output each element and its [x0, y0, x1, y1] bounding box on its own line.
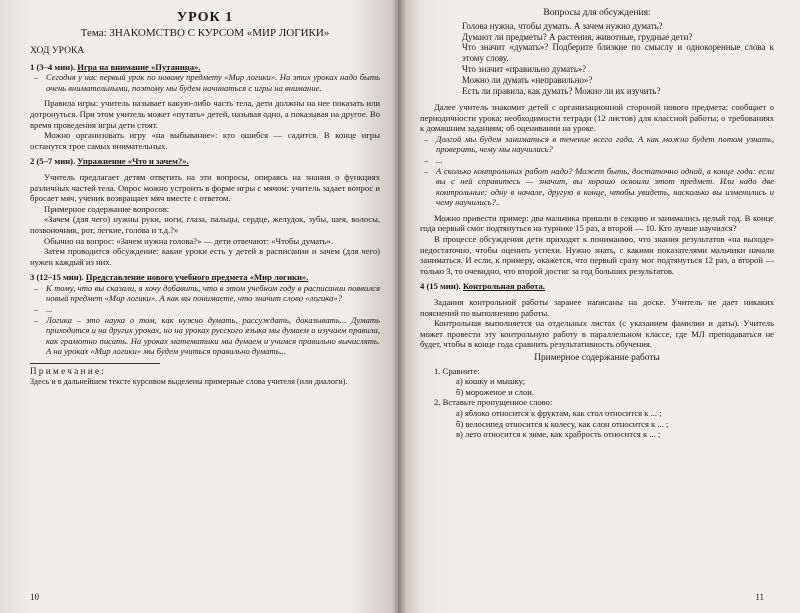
footnote-heading: Примечание:	[30, 366, 107, 377]
question-item: Что значит «думать»? Подберите близкие по смыслу и однокоренные слова к этому слову.	[462, 42, 774, 64]
paragraph: В процессе обсуждения дети приходят к пониманию, что знания результатов «на выходе» недостаточно, чтобы оценить успехи. Нужно знать, с какими показателями мальчики начали заниматься. И если, к примеру, окажется, что первый сразу мог подтянуться 12 раз, а второй — только 3, то очевидно, что второй достиг за год больших результатов.	[420, 234, 774, 276]
sample-heading: Примерное содержание работы	[534, 353, 660, 363]
section-2-number: 2 (5–7 мин).	[30, 156, 76, 167]
task-subitem: а) яблоко относится к фруктам, как стол относится к ... ;	[456, 407, 662, 418]
teacher-speech-text: ...	[46, 304, 53, 315]
section-4-title: Контрольная работа.	[462, 281, 545, 292]
paragraph: Можно привести пример: два мальчика пришли в секцию и занимались целый год. В конце года первый смог подтянуться на турнике 15 раз, а второй — 10. Кто лучше научился?	[420, 212, 774, 234]
paragraph: Учитель предлагает детям ответить на эти вопросы, опираясь на знания о функциях различных частей тела. Опрос можно устроить в форме игры с мячом: учитель задает вопрос и бросает мяч, ученик возвращает мяч вместе с ответом.	[30, 171, 380, 204]
question-item: Голова нужна, чтобы думать. А зачем нужно думать?	[462, 20, 663, 31]
teacher-speech-text: Логика – это наука о том, как нужно думать, рассуждать, доказывать... Думать приходится и на других уроках, но на уроках русского языка мы думаем и изучаем правила, как грамотно писать. На уроках математики мы думаем и учимся правильно вычислять. А на уроках «Мир логики» мы будем учиться правильно думать...	[46, 314, 380, 357]
task-subitem: б) мороженое и слои.	[456, 386, 534, 397]
section-3-number: 3 (12–15 мин).	[30, 272, 84, 283]
section-3-title: Представление нового учебного предмета «Мир логики».	[85, 272, 309, 283]
teacher-speech: – ...	[424, 155, 774, 166]
task-subitem: а) кошку и мышку;	[456, 376, 526, 387]
section-2-heading	[30, 156, 380, 167]
teacher-speech-text: Долгой мы будем заниматься в течение всего года. А как можно будет потом узнать, проверить, чему мы научились?	[436, 133, 774, 155]
teacher-speech-text: ...	[436, 154, 443, 165]
section-1-title: Игра на внимание «Путаница».	[77, 61, 201, 72]
section-1-heading	[30, 62, 380, 73]
paragraph: Затем проводится обсуждение: какие уроки есть у детей в расписании и зачем (для чего) нужен каждый из них.	[30, 246, 380, 267]
paragraph: Можно организовать игру «на выбывание»: кто ошибся — садится. В конце игры останутся трое самых внимательных.	[30, 130, 380, 151]
lesson-title: УРОК 1	[176, 10, 234, 25]
section-3-heading	[30, 272, 380, 283]
course-label: ХОД УРОКА	[30, 45, 85, 56]
teacher-speech: – ...	[34, 304, 380, 315]
section-4-number: 4 (15 мин).	[420, 281, 461, 292]
page-number-left: 10	[30, 592, 39, 603]
teacher-speech: – Сегодня у нас первый урок по новому предмету «Мир логики». На этих уроках надо быть очень внимательными, поэтому мы будем начинаться с игры на внимание.	[34, 72, 380, 93]
task-item: 2. Вставьте пропущенное слово:	[434, 397, 553, 408]
question-item: Есть ли правила, как думать? Можно ли их изучить?	[462, 86, 661, 97]
questions-heading: Вопросы для обсуждения:	[543, 7, 651, 18]
paragraph: «Зачем (для чего) нужны руки, ноги, глаза, пальцы, сердце, желудок, зубы, шея, волосы, позвоночник, рот, легкие, голова и т.д.?»	[30, 214, 380, 235]
question-item: Думают ли предметы? А растения, животные, грудные дети?	[462, 31, 693, 42]
page-number-right: 11	[755, 592, 764, 603]
teacher-speech: – К тому, что вы сказали, я хочу добавить, что в этом учебном году в расписании появился новый предмет «Мир логики». А как вы понимаете, что значит слово «логика»?	[34, 282, 380, 304]
teacher-speech-text: А сколько контрольных работ надо? Может быть, достаточно одной, в конце года: если вы с ней справитесь — значит, вы хорошо освоили этот предмет. Или надо две контрольные: одну в начале, другую в конце, чтобы увидеть, насколько вы изменились и чему научились?..	[436, 165, 774, 208]
paragraph: Контрольная выполняется на отдельных листах (с указанием фамилии и даты). Учитель может провести эту контрольную работу в параллельном классе, где МЛ преподаваться не будет, чтобы в конце года сравнить результативность обучения.	[420, 318, 774, 350]
question-item: Что значит «правильно думать»?	[462, 64, 587, 75]
task-subitem: в) лето относится к зиме, как храбрость относится к ... ;	[456, 429, 661, 440]
task-subitem: б) велосипед относится к колесу, как слон относится к ... ;	[456, 418, 669, 429]
paragraph: Обычно на вопрос: «Зачем нужна голова?» — дети отвечают: «Чтобы думать».	[44, 235, 333, 246]
teacher-speech: – А сколько контрольных работ надо? Может быть, достаточно одной, в конце года: если вы с ней справитесь — значит, вы хорошо освоили этот предмет. Или надо две контрольные: одну в начале, другую в конце, чтобы увидеть, насколько вы изменились и чему научились?..	[424, 165, 774, 208]
task-item: 1. Сравните:	[434, 365, 480, 376]
paragraph: Примерное содержание вопросов:	[44, 203, 170, 214]
paragraph: Далее учитель знакомит детей с организационной стороной нового предмета: сообщает о периодичности урока; необходимости тетради (12 листов) для классной работы; о требованиях к домашним заданиям; об оценивании на уроке.	[420, 101, 774, 134]
teacher-speech: – Логика – это наука о том, как нужно думать, рассуждать, доказывать... Думать приходится и на других уроках, но на уроках русского языка мы думаем и изучаем правила, как грамотно писать. На уроках математики мы думаем и учимся правильно вычислять. А на уроках «Мир логики» мы будем учиться правильно думать...	[34, 314, 380, 357]
section-1-number: 1 (3–4 мин).	[30, 61, 76, 72]
question-item: Можно ли думать «неправильно»?	[462, 75, 593, 86]
teacher-speech-text: Сегодня у нас первый урок по новому предмету «Мир логики». На этих уроках надо быть очень внимательными, поэтому мы будем начинаться с игры на внимание.	[46, 72, 380, 93]
left-page	[0, 0, 398, 613]
footnote-text: Здесь и в дальнейшем тексте курсивом выделены примерные слова учителя (или диалоги).	[30, 376, 348, 386]
lesson-topic: Тема: ЗНАКОМСТВО С КУРСОМ «МИР ЛОГИКИ»	[80, 27, 330, 39]
footnote-divider	[30, 363, 160, 364]
section-4-heading	[420, 281, 774, 292]
paragraph: Правила игры: учитель называет какую-либо часть тела, дети должны на нее показать или дотронуться. При этом учитель может «путать» детей, называя одно, а показывая на другое. Во время проведения игры дети стоят.	[30, 98, 380, 130]
paragraph: Задания контрольной работы заранее написаны на доске. Учитель не дает никаких пояснений по выполнению работы.	[420, 297, 774, 318]
teacher-speech: – Долгой мы будем заниматься в течение всего года. А как можно будет потом узнать, проверить, чему мы научились?	[424, 133, 774, 155]
section-2-title: Упражнение «Что и зачем?».	[77, 156, 189, 167]
teacher-speech-text: К тому, что вы сказали, я хочу добавить, что в этом учебном году в расписании появился новый предмет «Мир логики». А как вы понимаете, что значит слово «логика»?	[46, 282, 380, 304]
right-page	[398, 0, 800, 613]
